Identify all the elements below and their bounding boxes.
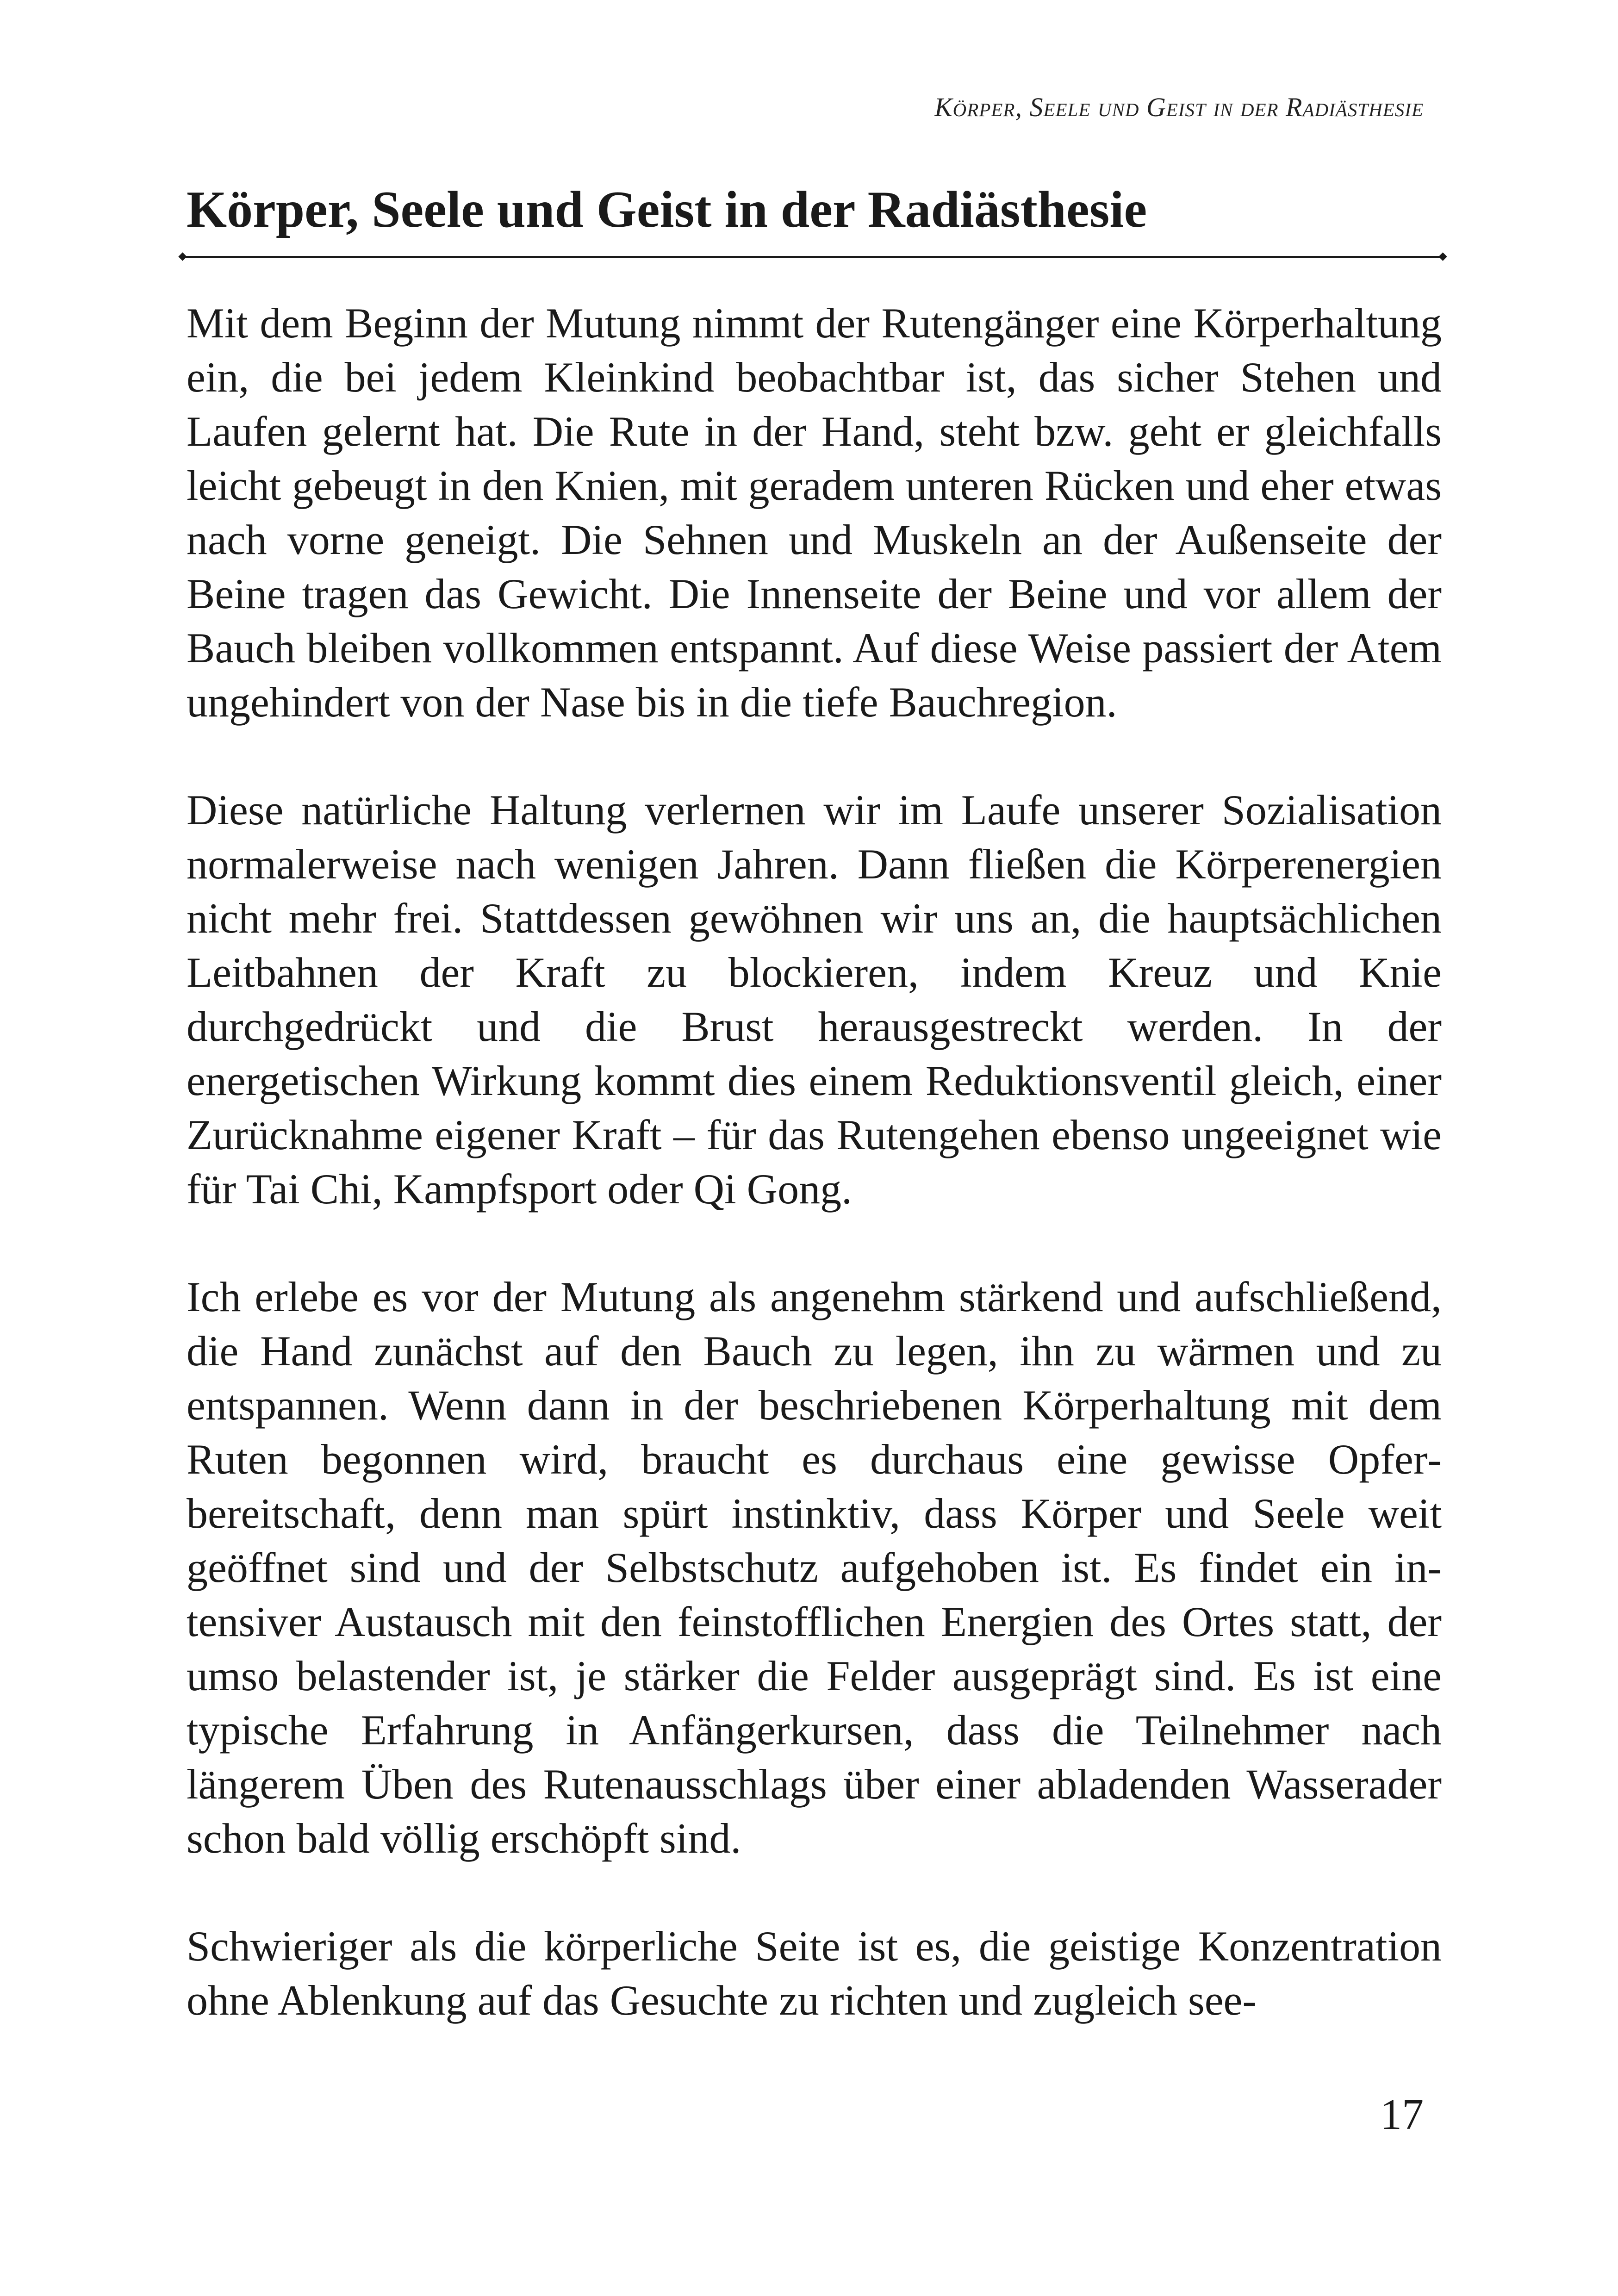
- page-number: 17: [1380, 2091, 1424, 2139]
- paragraph-experience: Ich erlebe es vor der Mutung als angenehm stärkend und aufschließend, die Hand zunächst auf den Bauch zu legen, ihn zu wärmen und zu entspannen. Wenn dann in der beschriebenen Körperhaltung mit dem Ruten begonnen wird, braucht es durchaus eine gewisse Opferbereitschaft, denn man spürt instinktiv, dass Körper und Seele weit geöffnet sind und der Selbstschutz aufgehoben ist. Es findet ein intensiver Austausch mit den feinstofflichen Energien des Ortes statt, der umso belastender ist, je stärker die Felder ausgeprägt sind. Es ist eine typische Erfahrung in Anfängerkursen, dass die Teilnehmer nach längerem Üben des Rutenausschlags über einer abladenden Wasserader schon bald völlig erschöpft sind.: [187, 1273, 1442, 1862]
- chapter-title: Körper, Seele und Geist in der Radiästhesie: [187, 181, 1147, 238]
- paragraph-natural-posture: Diese natürliche Haltung verlernen wir im Laufe unserer Sozialisation normalerweise nach wenigen Jahren. Dann fließen die Körperenergien nicht mehr frei. Stattdessen gewöhnen wir uns an, die hauptsächlichen Leitbahnen der Kraft zu blockieren, indem Kreuz und Knie durchgedrückt und die Brust herausgestreckt werden. In der energetischen Wirkung kommt dies einem Reduktionsventil gleich, einer Zurücknahme eigener Kraft – für das Rutengehen ebenso ungeeignet wie für Tai Chi, Kampfsport oder Qi Gong.: [187, 786, 1442, 1213]
- title-underline-rule: [181, 256, 1444, 258]
- paragraph-mental-concentration: Schwieriger als die körperliche Seite ist es, die geistige Konzentration ohne Ablenkung auf das Gesuchte zu richten und zugleich see-: [187, 1923, 1442, 2024]
- body-text: [187, 296, 1442, 2028]
- running-header: Körper, Seele und Geist in der Radiästhesie: [934, 92, 1424, 122]
- paragraph-body-posture: Mit dem Beginn der Mutung nimmt der Rutengänger eine Körperhaltung ein, die bei jedem Kleinkind beobachtbar ist, das sicher Stehen und Laufen gelernt hat. Die Rute in der Hand, steht bzw. geht er gleichfalls leicht gebeugt in den Knien, mit geradem unteren Rücken und eher etwas nach vorne geneigt. Die Sehnen und Muskeln an der Außenseite der Beine tragen das Gewicht. Die Innenseite der Beine und vor allem der Bauch bleiben vollkommen entspannt. Auf diese Weise passiert der Atem ungehindert von der Nase bis in die tiefe Bauchregion.: [187, 299, 1442, 726]
